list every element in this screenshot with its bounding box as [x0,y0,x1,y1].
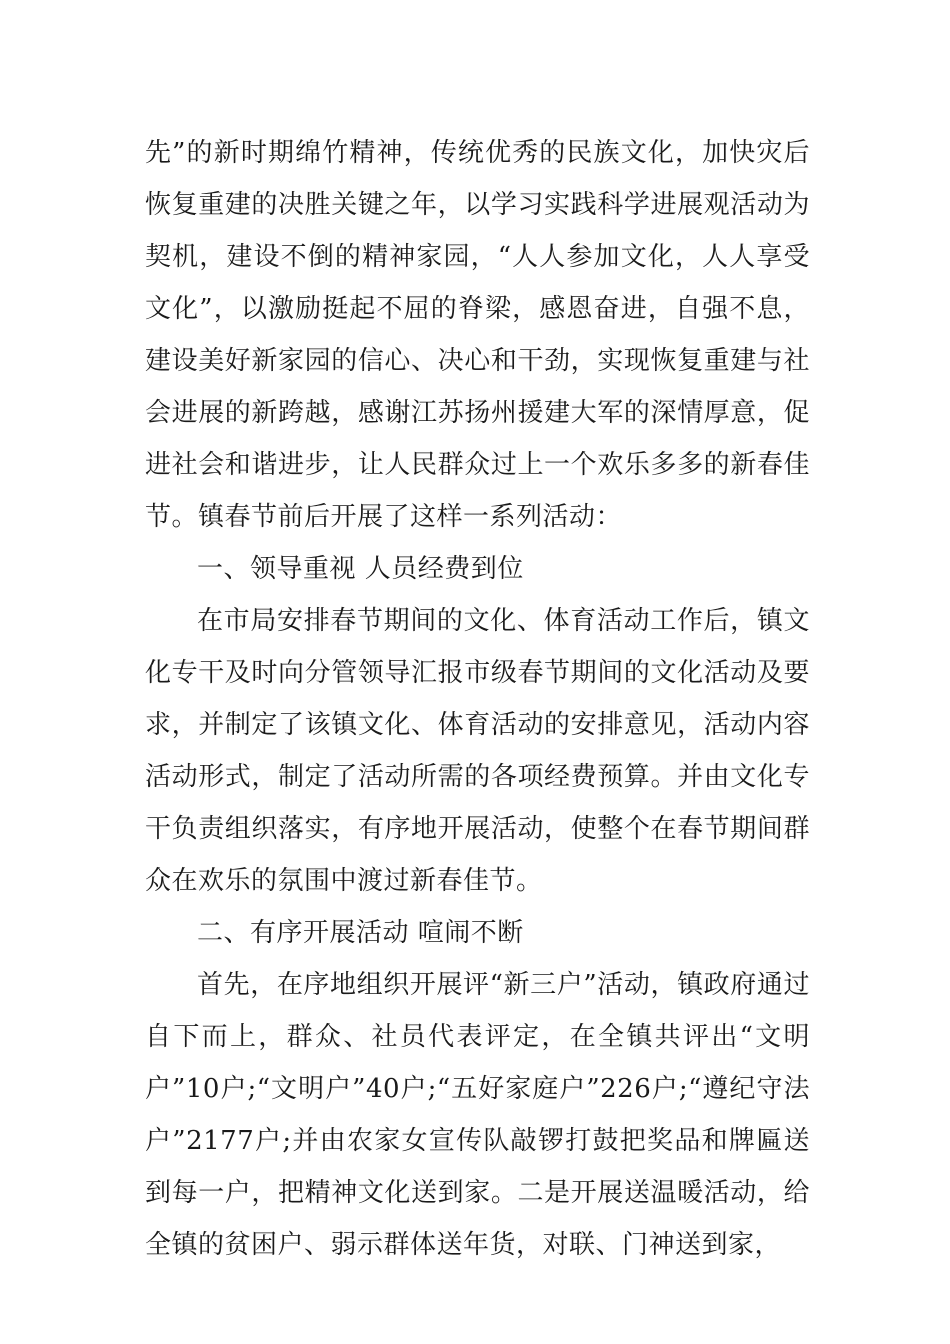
section-heading-1: 一、领导重视 人员经费到位 [197,554,524,584]
section-heading-2: 二、有序开展活动 喧闹不断 [197,918,524,948]
paragraph-section-2: 首先，在序地组织开展评“新三户”活动，镇政府通过自下而上，群众、社员代表评定，在全镇共评出“文明户”10户;“文明户”40户;“五好家庭户”226户;“遵纪守法户”2177户;并由农家女宣传队敲锣打鼓把奖品和牌匾送到每一户，把精神文化送到家。二是开展送温暖活动，给全镇的贫困户、弱示群体送年货，对联、门神送到家， [145,970,810,1260]
paragraph-intro: 先”的新时期绵竹精神，传统优秀的民族文化，加快灾后恢复重建的决胜关键之年，以学习实践科学进展观活动为契机，建设不倒的精神家园，“人人参加文化，人人享受文化”，以激励挺起不屈的脊梁，感恩奋进，自强不息，建设美好新家园的信心、决心和干劲，实现恢复重建与社会进展的新跨越，感谢江苏扬州援建大军的深情厚意，促进社会和谐进步，让人民群众过上一个欢乐多多的新春佳节。镇春节前后开展了这样一系列活动： [145,138,810,532]
document-body [145,127,810,1271]
paragraph-section-1: 在市局安排春节期间的文化、体育活动工作后，镇文化专干及时向分管领导汇报市级春节期间的文化活动及要求，并制定了该镇文化、体育活动的安排意见，活动内容活动形式，制定了活动所需的各项经费预算。并由文化专干负责组织落实，有序地开展活动，使整个在春节期间群众在欢乐的氛围中渡过新春佳节。 [145,606,810,896]
